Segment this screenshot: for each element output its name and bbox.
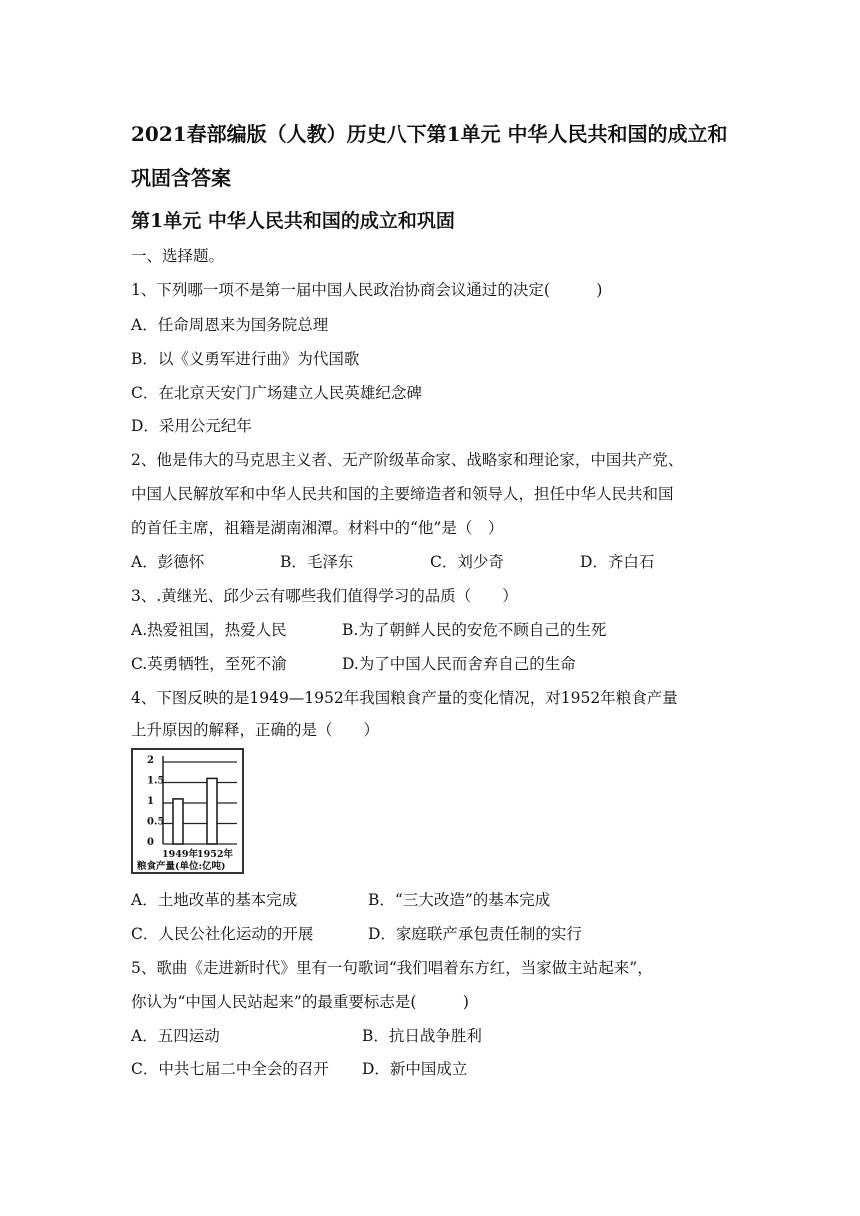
q1-option-c: C．在北京天安门广场建立人民英雄纪念碑	[131, 384, 422, 402]
chart-y-tick-label: 0.5	[147, 816, 165, 828]
chart-y-tick-label: 1.5	[147, 775, 165, 787]
q3-stem: 3、.黄继光、邱少云有哪些我们值得学习的品质（ ）	[131, 587, 518, 605]
document-title-line-2: 巩固含答案	[131, 166, 231, 190]
q2-option-d: D．齐白石	[580, 553, 655, 571]
q1-option-a: A．任命周恩来为国务院总理	[131, 316, 329, 334]
q3-option-b: B.为了朝鲜人民的安危不顾自己的生死	[342, 621, 607, 639]
q2-option-b: B．毛泽东	[280, 553, 354, 571]
document-title-line-1: 2021春部编版（人教）历史八下第1单元 中华人民共和国的成立和	[131, 122, 728, 146]
q5-option-b: B．抗日战争胜利	[362, 1027, 482, 1045]
chart-y-tick-label: 2	[147, 755, 154, 766]
chart-bar	[207, 778, 217, 844]
q5-option-d: D．新中国成立	[362, 1060, 468, 1078]
q1-stem: 1、下列哪一项不是第一届中国人民政治协商会议通过的决定( )	[131, 281, 603, 299]
q4-stem-line-2: 上升原因的解释，正确的是（ ）	[131, 721, 380, 739]
q5-stem-line-1: 5、歌曲《走进新时代》里有一句歌词“我们唱着东方红，当家做主站起来”，	[131, 959, 653, 977]
unit-heading: 第1单元 中华人民共和国的成立和巩固	[131, 210, 455, 232]
q4-option-b: B．“三大改造”的基本完成	[368, 891, 551, 909]
chart-bar	[173, 799, 183, 844]
q3-option-a: A.热爱祖国，热爱人民	[131, 621, 287, 639]
q5-option-c: C．中共七届二中全会的召开	[131, 1060, 329, 1078]
q2-option-a: A．彭德怀	[131, 553, 205, 571]
chart-y-tick-label: 1	[147, 796, 154, 807]
grain-output-chart	[131, 748, 244, 874]
chart-category-label: 1952年	[197, 849, 233, 860]
chart-y-tick-label: 0	[147, 837, 154, 848]
grain-output-chart-svg	[133, 750, 242, 872]
q2-option-c: C．刘少奇	[430, 553, 504, 571]
q3-option-d: D.为了中国人民而舍弃自己的生命	[342, 655, 576, 673]
q4-option-c: C．人民公社化运动的开展	[131, 925, 314, 943]
q2-stem-line-1: 2、他是伟大的马克思主义者、无产阶级革命家、战略家和理论家，中国共产党、	[131, 451, 684, 469]
q5-stem-line-2: 你认为“中国人民站起来”的最重要标志是( )	[131, 993, 469, 1011]
q4-option-a: A．土地改革的基本完成	[131, 891, 298, 909]
chart-x-axis-label: 粮食产量(单位:亿吨)	[137, 861, 226, 872]
q4-option-d: D．家庭联产承包责任制的实行	[368, 925, 582, 943]
q1-option-d: D．采用公元纪年	[131, 417, 252, 435]
q2-stem-line-2: 中国人民解放军和中华人民共和国的主要缔造者和领导人，担任中华人民共和国	[131, 485, 674, 503]
q2-stem-line-3: 的首任主席，祖籍是湖南湘潭。材料中的“他”是（ ）	[131, 519, 504, 537]
q3-option-c: C.英勇牺牲，至死不渝	[131, 655, 287, 673]
chart-category-label: 1949年	[162, 849, 198, 860]
q1-option-b: B．以《义勇军进行曲》为代国歌	[131, 350, 360, 368]
q5-option-a: A．五四运动	[131, 1027, 220, 1045]
section-heading: 一、选择题。	[131, 247, 225, 265]
q4-stem-line-1: 4、下图反映的是1949—1952年我国粮食产量的变化情况，对1952年粮食产量	[131, 689, 678, 707]
